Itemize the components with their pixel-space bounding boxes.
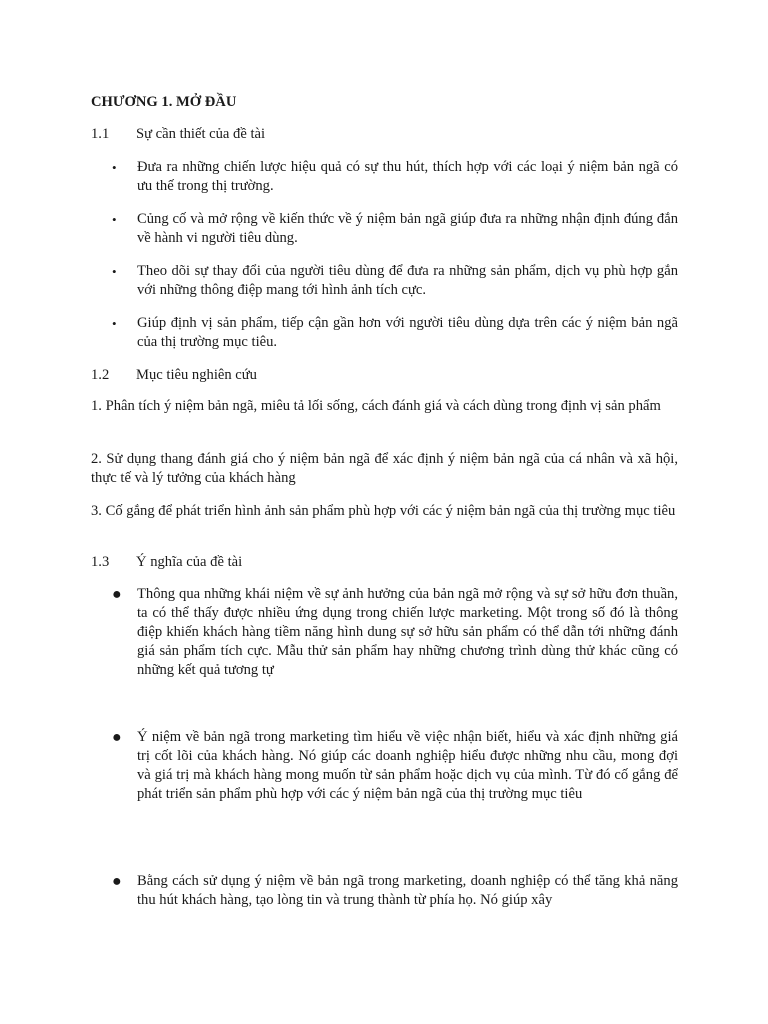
- list-item-text: Củng cố và mở rộng về kiến thức về ý niệm bản ngã giúp đưa ra những nhận định đúng đắn về hành vi người tiêu dùng.: [137, 211, 678, 246]
- bullet-icon: •: [112, 160, 117, 175]
- bullet-icon: ●: [112, 729, 122, 746]
- section-number: 1.3: [91, 554, 110, 570]
- list-item-text: Giúp định vị sản phẩm, tiếp cận gần hơn với người tiêu dùng dựa trên các ý niệm bản ngã của thị trường mục tiêu.: [137, 315, 678, 350]
- chapter-title: CHƯƠNG 1. MỞ ĐẦU: [91, 94, 237, 110]
- bullet-icon: ●: [112, 873, 122, 890]
- section-title: Ý nghĩa của đề tài: [136, 554, 243, 570]
- bullet-icon: •: [112, 212, 117, 227]
- section-number: 1.1: [91, 126, 110, 142]
- list-item-text: Thông qua những khái niệm về sự ảnh hưởng của bản ngã mở rộng và sự sở hữu đơn thuần, ta có thể thấy được nhiều ứng dụng trong chiến lược marketing. Một trong số đó là thông điệp khiến khách hàng tiềm năng hình dung sự sở hữu sản phẩm có thể dẫn tới những đánh giá sản phẩm tích cực. Mẫu thử sản phẩm hay những chương trình dùng thử khác cũng có những kết quả tương tự: [137, 586, 678, 678]
- objective-paragraph: 1. Phân tích ý niệm bản ngã, miêu tả lối sống, cách đánh giá và cách dùng trong định vị sản phẩm: [91, 398, 661, 414]
- section-number: 1.2: [91, 367, 110, 383]
- section-title: Mục tiêu nghiên cứu: [136, 367, 257, 383]
- bullet-icon: •: [112, 264, 117, 279]
- list-item-text: Theo dõi sự thay đổi của người tiêu dùng để đưa ra những sản phẩm, dịch vụ phù hợp gắn với những thông điệp mang tới hình ảnh tích cực.: [137, 263, 678, 298]
- section-title: Sự cần thiết của đề tài: [136, 126, 266, 142]
- objective-paragraph: 3. Cố gắng để phát triển hình ảnh sản phẩm phù hợp với các ý niệm bản ngã của thị trường mục tiêu: [91, 503, 676, 519]
- bullet-icon: •: [112, 316, 117, 331]
- list-item-text: Đưa ra những chiến lược hiệu quả có sự thu hút, thích hợp với các loại ý niệm bản ngã có ưu thế trong thị trường.: [137, 159, 678, 194]
- list-item-text: Bằng cách sử dụng ý niệm về bản ngã trong marketing, doanh nghiệp có thể tăng khả năng thu hút khách hàng, tạo lòng tin và trung thành từ phía họ. Nó giúp xây: [137, 873, 678, 908]
- objective-paragraph: 2. Sử dụng thang đánh giá cho ý niệm bản ngã để xác định ý niệm bản ngã của cá nhân và xã hội, thực tế và lý tưởng của khách hàng: [91, 451, 678, 486]
- bullet-icon: ●: [112, 586, 122, 603]
- list-item-text: Ý niệm về bản ngã trong marketing tìm hiểu về việc nhận biết, hiểu và xác định những giá trị cốt lõi của khách hàng. Nó giúp các doanh nghiệp hiểu được những nhu cầu, mong đợi và giá trị mà khách hàng mong muốn từ sản phẩm hoặc dịch vụ của mình. Từ đó cố gắng để phát triển sản phẩm phù hợp với các ý niệm bản ngã của thị trường mục tiêu: [137, 729, 678, 802]
